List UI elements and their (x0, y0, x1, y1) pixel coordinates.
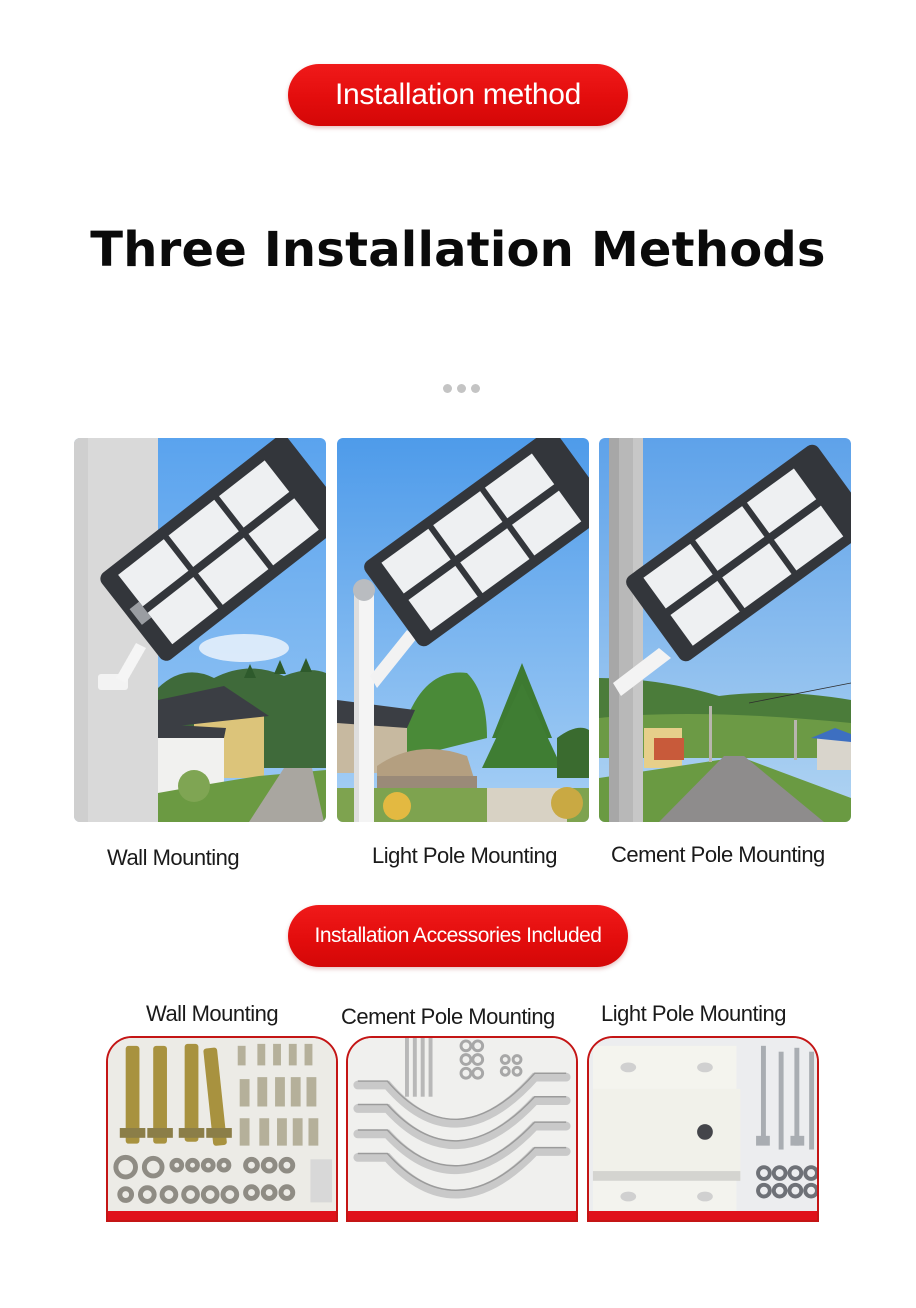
accessories-badge (288, 905, 628, 967)
carousel-dot[interactable] (443, 384, 452, 393)
cement-pole-mounting-photo (599, 438, 851, 822)
carousel-dot[interactable] (471, 384, 480, 393)
carousel-dots[interactable] (443, 384, 480, 393)
accent-bar (108, 1211, 336, 1220)
page-title: Three Installation Methods (90, 222, 826, 278)
light-pole-mounting-photo (337, 438, 589, 822)
wall-mounting-photo (74, 438, 326, 822)
light-pole-mounting-caption: Light Pole Mounting (372, 843, 557, 868)
accent-bar (589, 1211, 817, 1220)
accent-bar (348, 1211, 576, 1220)
accessories-badge-label: Installation Accessories Included (314, 924, 602, 947)
wall-accessories-label: Wall Mounting (146, 1001, 279, 1026)
light-pole-accessories-photo (587, 1036, 819, 1222)
installation-method-badge-label: Installation method (334, 78, 582, 111)
light-pole-accessories-label: Light Pole Mounting (601, 1001, 786, 1026)
cement-pole-accessories-label: Cement Pole Mounting (341, 1004, 555, 1029)
cement-pole-accessories-photo (346, 1036, 578, 1222)
cement-pole-mounting-caption: Cement Pole Mounting (611, 842, 825, 867)
installation-method-badge (288, 64, 628, 126)
wall-mounting-caption: Wall Mounting (107, 845, 240, 870)
wall-accessories-photo (106, 1036, 338, 1222)
carousel-dot[interactable] (457, 384, 466, 393)
